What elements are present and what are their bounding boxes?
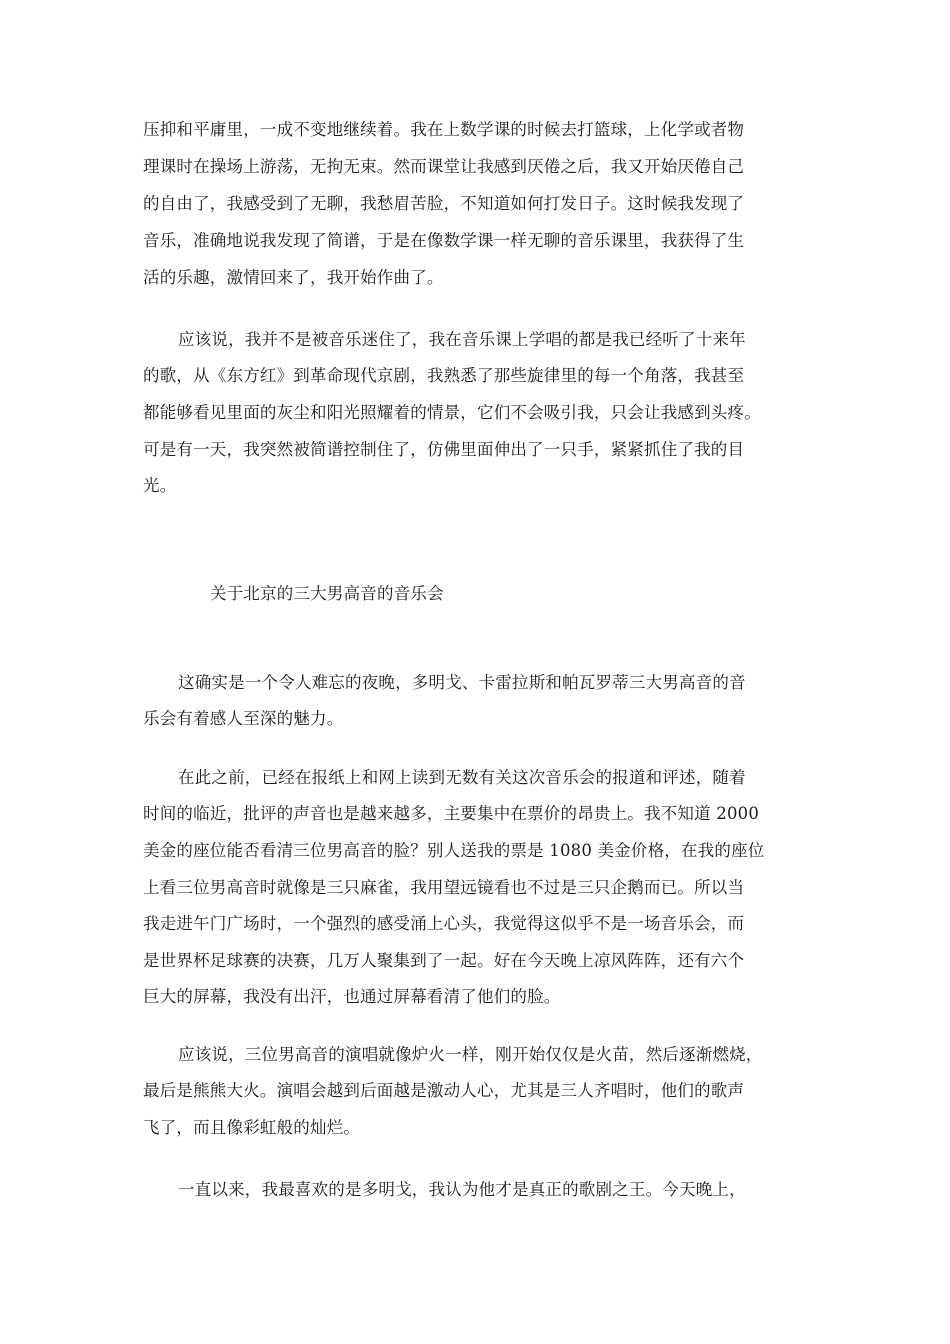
text-line: 美金的座位能否看清三位男高音的脸？别人送我的票是 1080 美金价格，在我的座位 (143, 841, 765, 860)
text-line: 一直以来，我最喜欢的是多明戈，我认为他才是真正的歌剧之王。今天晚上， (178, 1180, 746, 1199)
text-line: 的自由了，我感受到了无聊，我愁眉苦脸，不知道如何打发日子。这时候我发现了 (143, 194, 745, 213)
text-line: 这确实是一个令人难忘的夜晚，多明戈、卡雷拉斯和帕瓦罗蒂三大男高音的音 (178, 673, 746, 692)
text-line: 都能够看见里面的灰尘和阳光照耀着的情景，它们不会吸引我，只会让我感到头疼。 (143, 403, 761, 422)
text-line: 乐会有着感人至深的魅力。 (143, 709, 344, 728)
text-line: 的歌，从《东方红》到革命现代京剧，我熟悉了那些旋律里的每一个角落，我甚至 (143, 366, 745, 385)
section-heading: 关于北京的三大男高音的音乐会 (210, 584, 444, 603)
text-line: 上看三位男高音时就像是三只麻雀，我用望远镜看也不过是三只企鹅而已。所以当 (143, 878, 745, 897)
text-line: 活的乐趣，激情回来了，我开始作曲了。 (143, 268, 444, 287)
text-line: 理课时在操场上游荡，无拘无束。然而课堂让我感到厌倦之后，我又开始厌倦自己 (143, 157, 745, 176)
text-line: 是世界杯足球赛的决赛，几万人聚集到了一起。好在今天晚上凉风阵阵，还有六个 (143, 951, 745, 970)
text-line: 我走进午门广场时，一个强烈的感受涌上心头，我觉得这似乎不是一场音乐会，而 (143, 914, 745, 933)
text-line: 应该说，我并不是被音乐迷住了，我在音乐课上学唱的都是我已经听了十来年 (178, 330, 746, 349)
text-line: 音乐，准确地说我发现了简谱，于是在像数学课一样无聊的音乐课里，我获得了生 (143, 231, 745, 250)
text-line: 压抑和平庸里，一成不变地继续着。我在上数学课的时候去打篮球，上化学或者物 (143, 120, 745, 139)
text-line: 时间的临近，批评的声音也是越来越多，主要集中在票价的昂贵上。我不知道 2000 (143, 804, 760, 823)
text-line: 巨大的屏幕，我没有出汗，也通过屏幕看清了他们的脸。 (143, 987, 561, 1006)
text-line: 最后是熊熊大火。演唱会越到后面越是激动人心，尤其是三人齐唱时，他们的歌声 (143, 1081, 745, 1100)
text-line: 光。 (143, 476, 177, 495)
text-line: 在此之前，已经在报纸上和网上读到无数有关这次音乐会的报道和评述，随着 (178, 768, 746, 787)
text-line: 飞了，而且像彩虹般的灿烂。 (143, 1118, 361, 1137)
text-line: 可是有一天，我突然被简谱控制住了，仿佛里面伸出了一只手，紧紧抓住了我的目 (143, 440, 745, 459)
text-line: 应该说，三位男高音的演唱就像炉火一样，刚开始仅仅是火苗，然后逐渐燃烧， (178, 1045, 763, 1064)
